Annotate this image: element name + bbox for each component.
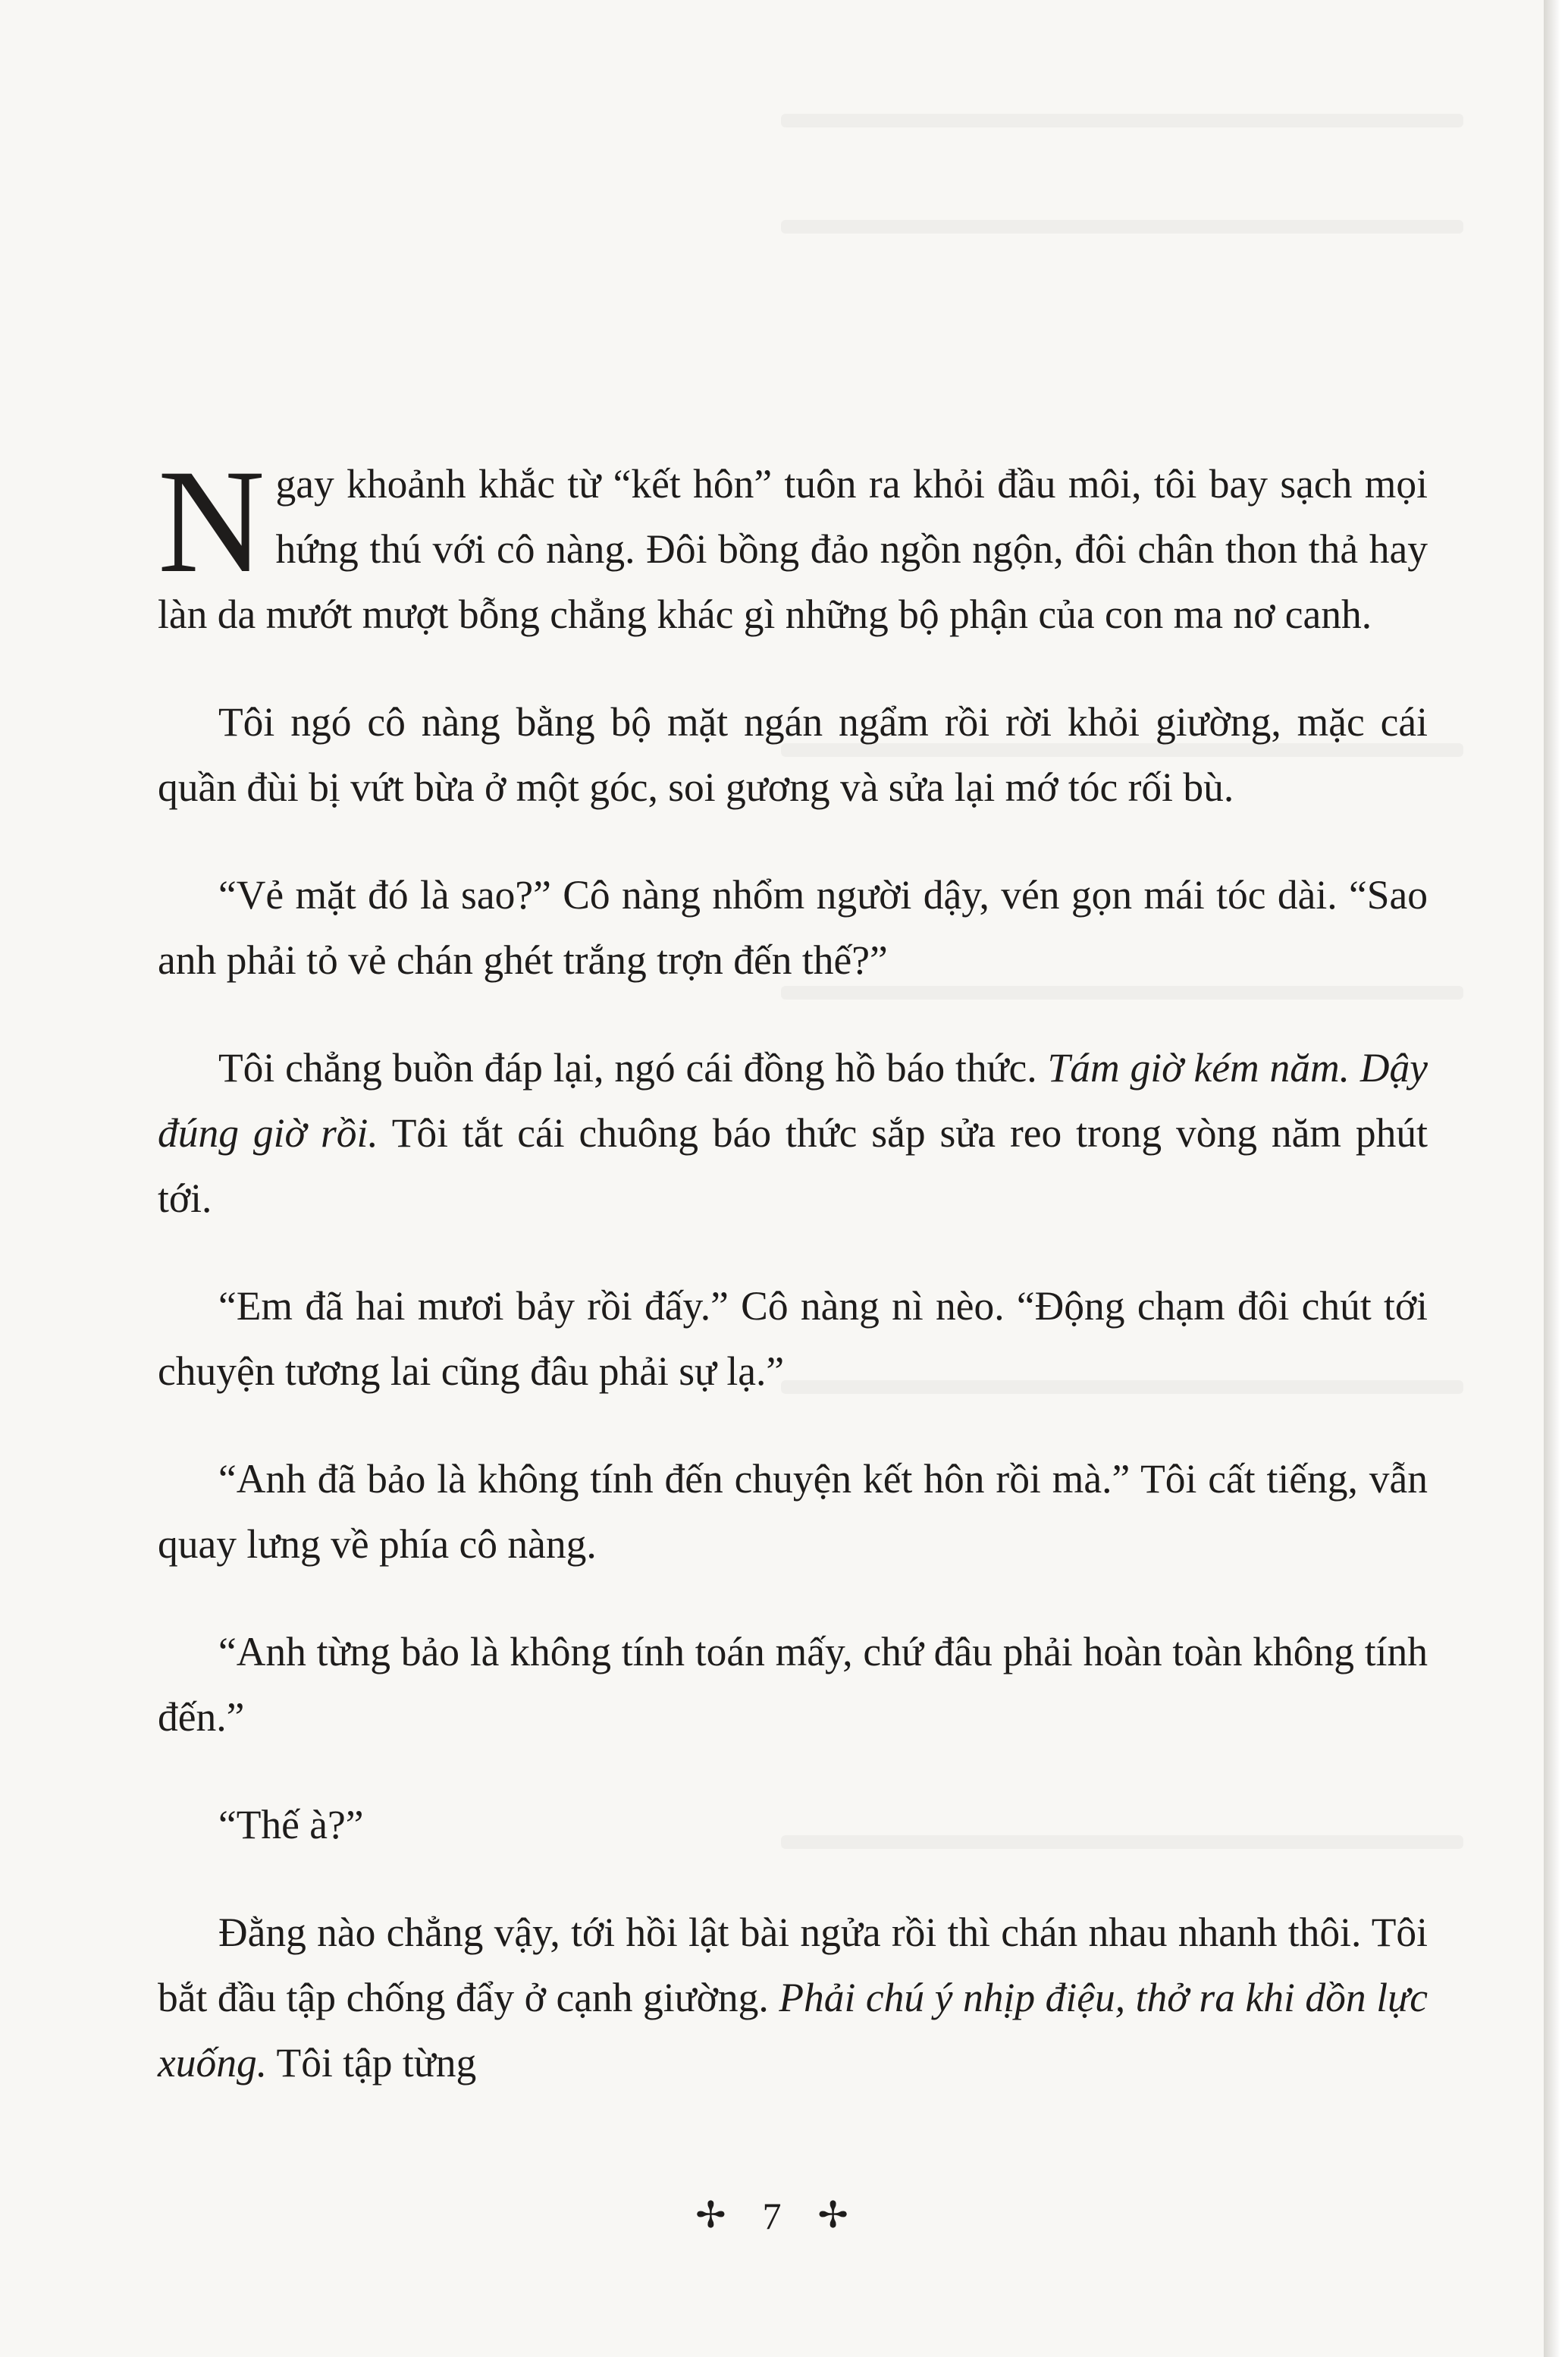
paragraph-9-text-a: Đằng nào chẳng vậy, tới hồi lật bài ngửa rồi thì chán nhau nhanh thôi. Tôi bắt đầu tập chống đẩy ở cạnh giường. xyxy=(158,1910,1428,2020)
paragraph-9-italic: Phải chú ý nhịp điệu, thở ra khi dồn lực xuống. xyxy=(158,1975,1428,2086)
paragraph-5: “Em đã hai mươi bảy rồi đấy.” Cô nàng nì nèo. “Động chạm đôi chút tới chuyện tương lai cũng đâu phải sự lạ.” xyxy=(158,1283,1428,1394)
opening-text: gay khoảnh khắc từ “kết hôn” tuôn ra khỏi đầu môi, tôi bay sạch mọi hứng thú với cô nàng. Đôi bồng đảo ngồn ngộn, đôi chân thon thả hay làn da mướt mượt bỗng chẳng khác gì những bộ phận của con ma nơ canh. xyxy=(158,461,1428,637)
paragraph-4-text-a: Tôi chẳng buồn đáp lại, ngó cái đồng hồ báo thức. xyxy=(218,1045,1048,1091)
paragraph-7: “Anh từng bảo là không tính toán mấy, chứ đâu phải hoàn toàn không tính đến.” xyxy=(158,1629,1428,1740)
paragraph-6: “Anh đã bảo là không tính đến chuyện kết hôn rồi mà.” Tôi cất tiếng, vẫn quay lưng về phía cô nàng. xyxy=(158,1456,1428,1567)
opening-paragraph xyxy=(158,439,1428,647)
page-footer xyxy=(0,2189,1544,2239)
paragraph-2: Tôi ngó cô nàng bằng bộ mặt ngán ngẩm rồi rời khỏi giường, mặc cái quần đùi bị vứt bừa ở một góc, soi gương và sửa lại mớ tóc rối bù. xyxy=(158,699,1428,810)
drop-cap: N xyxy=(158,439,265,604)
page-edge xyxy=(1544,0,1568,2357)
paragraph-4-italic: Tám giờ kém năm. Dậy đúng giờ rồi. xyxy=(158,1045,1428,1156)
paragraph-9-text-b: Tôi tập từng xyxy=(267,2040,477,2086)
paragraph-4 xyxy=(158,1035,1428,1231)
page-number: 7 xyxy=(762,2194,782,2237)
chapter-body xyxy=(158,439,1428,2138)
show-through-line xyxy=(781,220,1463,234)
show-through-line xyxy=(781,114,1463,127)
ornament-left-icon: ✢ xyxy=(695,2195,726,2236)
paragraph-9 xyxy=(158,1900,1428,2095)
ornament-right-icon: ✢ xyxy=(817,2195,848,2236)
paragraph-4-text-b: Tôi tắt cái chuông báo thức sắp sửa reo trong vòng năm phút tới. xyxy=(158,1110,1428,1221)
paragraph-3: “Vẻ mặt đó là sao?” Cô nàng nhổm người dậy, vén gọn mái tóc dài. “Sao anh phải tỏ vẻ chán ghét trắng trợn đến thế?” xyxy=(158,872,1428,983)
paragraph-8: “Thế à?” xyxy=(218,1802,364,1847)
